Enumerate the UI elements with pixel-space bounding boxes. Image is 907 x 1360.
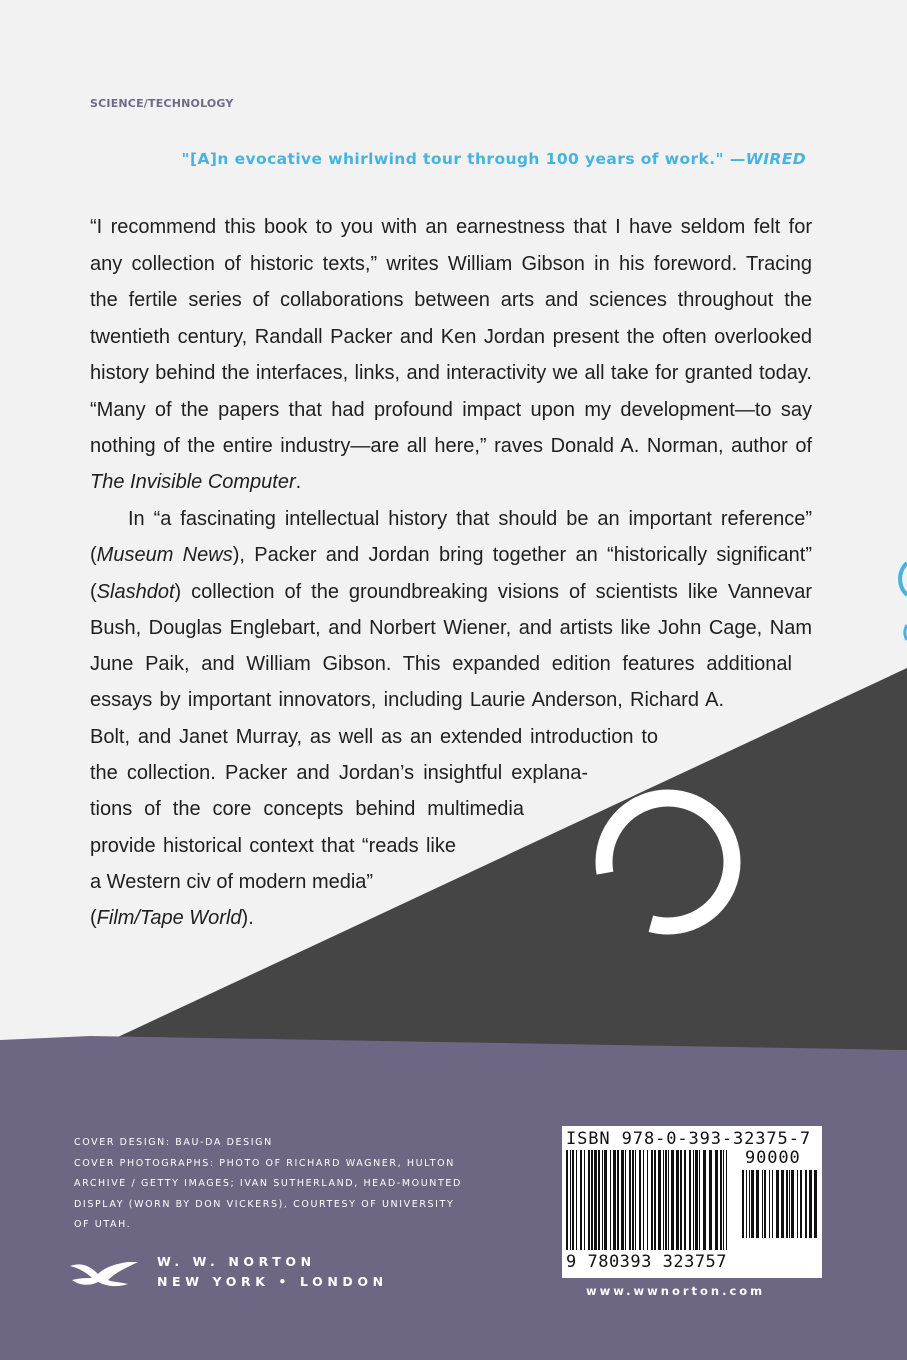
barcode-bar — [800, 1170, 802, 1238]
description-line: provide historical context that “reads like — [90, 835, 456, 857]
description-line: Bolt, and Janet Murray, as well as an extended introduction to — [90, 726, 658, 748]
barcode-bar — [781, 1170, 784, 1238]
barcode-bar — [764, 1170, 766, 1238]
description-line: any collection of historic texts,” writes William Gibson in his foreword. Tracing — [90, 253, 812, 275]
barcode-bar — [576, 1150, 577, 1250]
barcode-bar — [654, 1150, 656, 1250]
barcode-bar — [647, 1150, 648, 1250]
barcode-bar — [791, 1170, 794, 1238]
barcode-bar — [786, 1170, 788, 1238]
barcode-bar — [613, 1150, 616, 1250]
barcode-bar — [566, 1150, 568, 1250]
description-line: Bush, Douglas Englebart, and Norbert Wiener, and artists like John Cage, Nam — [90, 617, 812, 639]
barcode-bar — [742, 1170, 744, 1238]
barcode-bar — [610, 1150, 611, 1250]
barcode-bar — [720, 1150, 722, 1250]
description-line: a Western civ of modern media” — [90, 871, 374, 893]
price-barcode — [742, 1170, 818, 1242]
barcode-bar — [572, 1150, 574, 1250]
description-line: In “a fascinating intellectual history that should be an important reference” — [128, 508, 812, 530]
isbn-number: ISBN 978-0-393-32375-7 — [566, 1129, 811, 1149]
publisher-block — [157, 1252, 388, 1292]
barcode-bar — [632, 1150, 634, 1250]
barcode-bar — [663, 1150, 664, 1250]
publisher-name: W. W. NORTON — [157, 1254, 316, 1269]
description-line: The Invisible Computer. — [90, 471, 302, 493]
barcode-bar — [651, 1150, 653, 1250]
description-line: tions of the core concepts behind multimedia — [90, 798, 524, 820]
barcode-bar — [772, 1170, 773, 1238]
barcode-bar — [751, 1170, 754, 1238]
cover-credits — [74, 1133, 462, 1236]
review-blurb — [90, 150, 806, 168]
description-line: the fertile series of collaborations between arts and sciences throughout the — [90, 289, 812, 311]
publisher-cities: NEW YORK • LONDON — [157, 1274, 388, 1289]
barcode-bar — [591, 1150, 593, 1250]
credit-line: COVER PHOTOGRAPHS: PHOTO OF RICHARD WAGNER, HULTON — [74, 1157, 455, 1169]
book-title: The Invisible Computer — [90, 471, 296, 493]
barcode-bar — [570, 1150, 571, 1250]
description-line: the collection. Packer and Jordan’s insightful explana- — [90, 762, 588, 784]
barcode-bar — [643, 1150, 644, 1250]
category-label: SCIENCE/TECHNOLOGY — [90, 97, 234, 110]
barcode-bar — [776, 1170, 779, 1238]
barcode-bar — [617, 1150, 619, 1250]
credit-line: DISPLAY (WORN BY DON VICKERS), COURTESY OF UNIVERSITY — [74, 1198, 455, 1210]
credit-line: OF UTAH. — [74, 1219, 132, 1230]
barcode-bar — [723, 1150, 724, 1250]
ean-digits: 9 780393 323757 — [566, 1252, 728, 1272]
description-line: (Museum News), Packer and Jordan bring together an “historically significant” — [90, 544, 812, 566]
barcode-bar — [629, 1150, 631, 1250]
barcode-bar — [693, 1150, 694, 1250]
barcode-bar — [684, 1150, 686, 1250]
barcode-bar — [598, 1150, 600, 1250]
barcode-bar — [809, 1170, 812, 1238]
barcode-bar — [625, 1150, 626, 1250]
barcode-bar — [715, 1150, 718, 1250]
barcode-bar — [580, 1150, 582, 1250]
description-line: “I recommend this book to you with an earnestness that I have seldom felt for — [90, 216, 812, 238]
barcode-bar — [797, 1170, 798, 1238]
barcode-bar — [756, 1170, 759, 1238]
barcode-bar — [604, 1150, 607, 1250]
barcode-bar — [671, 1150, 674, 1250]
publisher-website: www.wwnorton.com — [586, 1284, 766, 1298]
barcode-bar — [621, 1150, 624, 1250]
barcode-bar — [699, 1150, 700, 1250]
blurb-quote: "[A]n evocative whirlwind tour through 100 years of work." — — [181, 150, 746, 168]
barcode-bar — [703, 1150, 706, 1250]
credit-line: COVER DESIGN: BAU-DA DESIGN — [74, 1137, 273, 1148]
barcode-bar — [676, 1150, 679, 1250]
barcode-bar — [635, 1150, 636, 1250]
description-line: (Film/Tape World). — [90, 907, 254, 929]
barcode-bar — [594, 1150, 597, 1250]
norton-seagull-logo — [68, 1256, 140, 1292]
price-code: 90000 — [745, 1148, 801, 1168]
description-line: “Many of the papers that had profound impact upon my development—to say — [90, 399, 812, 421]
barcode-bar — [805, 1170, 807, 1238]
barcode-bar — [695, 1150, 698, 1250]
description-line: June Paik, and William Gibson. This expanded edition features additional — [90, 653, 792, 675]
barcode-bar — [588, 1150, 590, 1250]
barcode-bar — [726, 1150, 727, 1250]
barcode-bar — [584, 1150, 585, 1250]
credit-line: ARCHIVE / GETTY IMAGES; IVAN SUTHERLAND, HEAD-MOUNTED — [74, 1178, 462, 1189]
barcode-bar — [668, 1150, 669, 1250]
barcode-bar — [602, 1150, 603, 1250]
barcode-bar — [814, 1170, 817, 1238]
barcode-bar — [789, 1170, 790, 1238]
barcode-bar — [680, 1150, 682, 1250]
barcode-bar — [746, 1170, 747, 1238]
barcode-bar — [749, 1170, 750, 1238]
description-line: essays by important innovators, including Laurie Anderson, Richard A. — [90, 689, 724, 711]
barcode-bar — [658, 1150, 661, 1250]
description-line: history behind the interfaces, links, and interactivity we all take for granted today. — [90, 362, 812, 384]
barcode-bar — [769, 1170, 770, 1238]
barcode-bar — [709, 1150, 712, 1250]
barcode-bar — [639, 1150, 641, 1250]
barcode-bar — [665, 1150, 667, 1250]
barcode-bar — [689, 1150, 691, 1250]
blurb-source: WIRED — [745, 150, 806, 168]
description-line: nothing of the entire industry—are all here,” raves Donald A. Norman, author of — [90, 435, 812, 457]
ean-barcode — [566, 1150, 731, 1254]
barcode-bar — [762, 1170, 763, 1238]
description-line: twentieth century, Randall Packer and Ken Jordan present the often overlooked — [90, 326, 812, 348]
description-line: (Slashdot) collection of the groundbreaking visions of scientists like Vannevar — [90, 581, 812, 603]
